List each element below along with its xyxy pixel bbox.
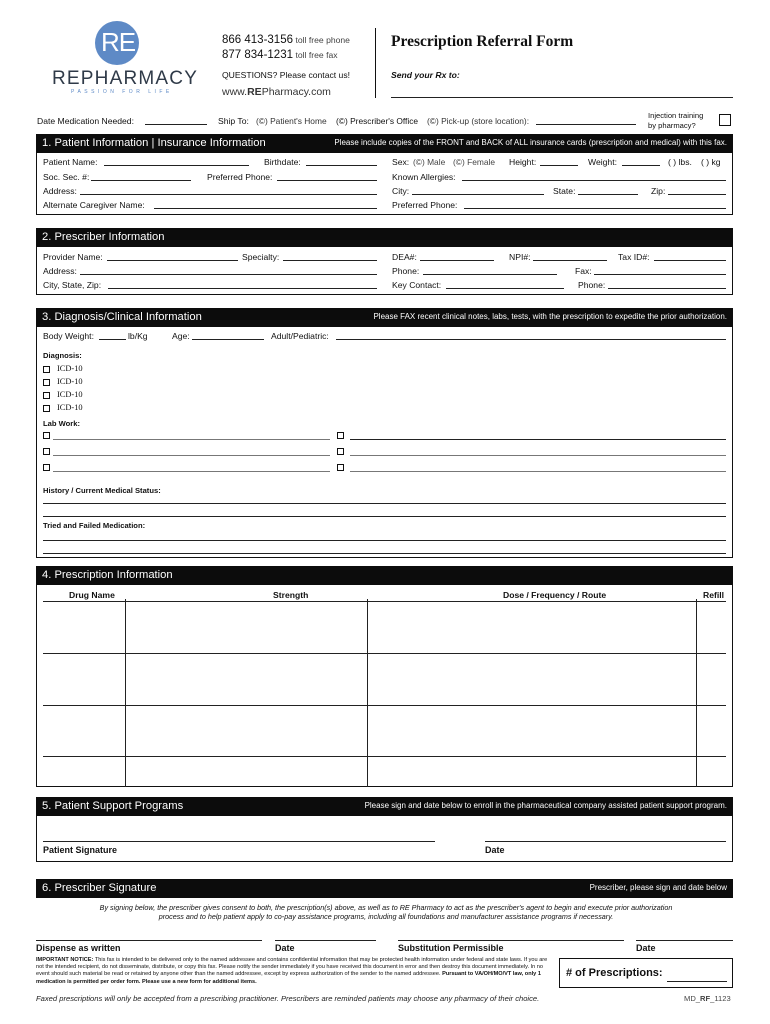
ship-pickup-option[interactable]: (©) Pick-up (store location): [427,116,530,126]
height-label: Height: [509,157,537,167]
caregiver-phone-field[interactable] [464,208,726,209]
prescriber-csz-label: City, State, Zip: [43,280,102,290]
npi-label: NPI#: [509,252,531,262]
history-label: History / Current Medical Status: [43,486,161,495]
phone-2: 877 834-1231 [222,49,293,61]
address-field[interactable] [80,194,377,195]
lab-work-field[interactable] [53,471,330,472]
specialty-label: Specialty: [242,252,280,262]
patient-date-field[interactable] [485,841,726,842]
birthdate-label: Birthdate: [264,157,301,167]
patient-name-label: Patient Name: [43,157,98,167]
state-field[interactable] [578,194,638,195]
lab-work-label: Lab Work: [43,419,80,428]
lab-work-checkbox[interactable] [43,448,50,455]
section-3-header [36,308,733,327]
col-divider [125,599,126,787]
questions-text: QUESTIONS? Please contact us! [222,70,351,80]
send-rx-label: Send your Rx to: [391,70,460,80]
section-1-note: Please include copies of the FRONT and BACK of ALL insurance cards (prescription and medical) with this fax. [334,138,727,147]
preferred-phone-label: Preferred Phone: [207,172,273,182]
diagnosis-checkbox[interactable] [43,379,50,386]
phone-1: 866 413-3156 [222,34,293,46]
form-code [684,994,731,1003]
phone-2-note: toll free fax [295,50,338,60]
injection-training-checkbox[interactable] [719,114,731,126]
prescriber-fax-label: Fax: [575,266,592,276]
sex-female-option[interactable]: (©) Female [453,157,496,167]
phone-line-1 [222,34,350,46]
weight-kg-option[interactable]: ( ) kg [701,157,721,167]
body-weight-unit: lb/Kg [128,331,148,341]
caregiver-label: Alternate Caregiver Name: [43,200,145,210]
specialty-field[interactable] [283,260,377,261]
state-label: State: [553,186,576,196]
phone-line-2 [222,49,338,61]
patient-date-label: Date [485,845,505,855]
website-link[interactable] [222,86,331,98]
tried-failed-field[interactable] [43,540,726,541]
col-drug-name: Drug Name [69,590,115,600]
dispense-signature-field[interactable] [36,940,262,941]
section-5-title: 5. Patient Support Programs [42,800,184,812]
height-field[interactable] [540,165,578,166]
form-code-bold: RF [700,994,711,1003]
prescriber-address-field[interactable] [80,274,377,275]
table-row-divider [43,705,726,706]
table-row-divider [43,756,726,757]
body-weight-label: Body Weight: [43,331,94,341]
city-field[interactable] [412,194,544,195]
provider-name-field[interactable] [107,260,238,261]
adult-pediatric-field[interactable] [336,339,726,340]
prescriber-fax-field[interactable] [594,274,726,275]
history-field[interactable] [43,503,726,504]
dea-label: DEA#: [392,252,417,262]
allergies-label: Known Allergies: [392,172,456,182]
section-5-box [36,816,733,862]
caregiver-field[interactable] [154,208,377,209]
col-strength: Strength [273,590,309,600]
website-prefix: www. [222,86,248,98]
section-6-title: 6. Prescriber Signature [42,882,157,894]
col-divider [696,599,697,787]
prescriber-consent-text: By signing below, the prescriber gives consent to both, the prescription(s) above, as well as to RE Pharmacy to act as the prescriber's agent to begin and execute prior authorization process and to help patient apply to co-pay assistance programs, including all foundations and manufacturer assistance programs if necessary. [99,903,673,921]
lab-work-field[interactable] [350,439,726,440]
important-notice-label: IMPORTANT NOTICE: [36,957,94,963]
ssn-label: Soc. Sec. #: [43,172,90,182]
substitution-date-field[interactable] [636,940,733,941]
key-contact-label: Key Contact: [392,280,442,290]
num-prescriptions-label: # of Prescriptions: [566,967,663,979]
key-contact-phone-label: Phone: [578,280,606,290]
diagnosis-checkbox[interactable] [43,392,50,399]
pickup-location-field[interactable] [536,124,636,125]
lab-work-checkbox[interactable] [337,432,344,439]
lab-work-field[interactable] [53,455,330,456]
section-5-note: Please sign and date below to enroll in the pharmaceutical company assisted patient support program. [364,801,727,810]
date-needed-field[interactable] [145,124,207,125]
birthdate-field[interactable] [306,165,377,166]
provider-name-label: Provider Name: [43,252,103,262]
dea-field[interactable] [420,260,494,261]
lab-work-field[interactable] [350,455,726,456]
diagnosis-label: Diagnosis: [43,351,82,360]
phone-1-note: toll free phone [295,35,350,45]
adult-pediatric-label: Adult/Pediatric: [271,331,329,341]
section-3-title: 3. Diagnosis/Clinical Information [42,311,202,323]
icd-label: ICD-10 [57,390,83,399]
lab-work-field[interactable] [350,471,726,472]
address-label: Address: [43,186,77,196]
icd-label: ICD-10 [57,377,83,386]
patient-signature-field[interactable] [43,841,435,842]
ship-home-option[interactable]: (©) Patient's Home [256,116,327,126]
important-notice [36,957,552,986]
age-label: Age: [172,331,190,341]
lab-work-checkbox[interactable] [337,464,344,471]
website-bold: RE [247,86,262,98]
icd-label: ICD-10 [57,403,83,412]
important-notice-bold: Pursuant to VA/OH/MO/VT law, only 1 medication is permitted per order form. Please use a new form for additional items. [36,971,541,985]
tried-failed-label: Tried and Failed Medication: [43,521,146,530]
sex-male-option[interactable]: (©) Male [413,157,446,167]
weight-label: Weight: [588,157,617,167]
patient-name-field[interactable] [104,165,249,166]
ship-to-label: Ship To: [218,116,249,126]
patient-signature-label: Patient Signature [43,845,118,855]
form-code-suffix: _1123 [710,994,731,1003]
form-title: Prescription Referral Form [391,33,574,50]
brand-name: REPHARMACY [52,68,199,89]
table-row-divider [43,601,726,602]
col-refill: Refill [703,590,725,600]
caregiver-phone-label: Preferred Phone: [392,200,458,210]
sex-label: Sex: [392,157,410,167]
substitution-signature-field[interactable] [398,940,624,941]
taxid-field[interactable] [654,260,726,261]
age-field[interactable] [192,339,264,340]
taxid-label: Tax ID#: [618,252,650,262]
npi-field[interactable] [533,260,607,261]
lab-work-field[interactable] [53,439,330,440]
body-weight-field[interactable] [99,339,126,340]
ssn-field[interactable] [91,180,191,181]
section-6-note: Prescriber, please sign and date below [589,883,727,892]
prescriber-csz-field[interactable] [108,288,377,289]
city-label: City: [392,186,410,196]
key-contact-field[interactable] [446,288,564,289]
prescriber-phone-field[interactable] [423,274,557,275]
brand-tagline: PASSION FOR LIFE [71,89,173,95]
footer-text: Faxed prescriptions will only be accepted from a prescribing practitioner. Prescribers are reminded patients may choose any pharmacy of their choice. [36,994,540,1003]
header-divider [375,28,376,98]
col-dose: Dose / Frequency / Route [503,590,607,600]
zip-label: Zip: [651,186,666,196]
lab-work-checkbox[interactable] [43,432,50,439]
dispense-date-label: Date [275,943,295,953]
weight-lbs-option[interactable]: ( ) lbs. [668,157,692,167]
important-notice-text: This fax is intended to be delivered only to the named addressee and contains confidential information that may be protected health information under federal and state laws. If you are not the intended recipient, do not disseminate, distribute, or copy this fax. Please notify the sender immediately if you have received this document in error and then destroy this document immediately. In no event should such material be read or retained by anyone other than the named addressee, except by express authorization of the sender to the named addressee. [36,957,548,978]
substitution-label: Substitution Permissible [398,943,504,953]
diagnosis-checkbox[interactable] [43,366,50,373]
section-1-header [36,134,733,153]
section-4-title: 4. Prescription Information [42,569,173,581]
icd-label: ICD-10 [57,364,83,373]
prescriber-phone-label: Phone: [392,266,420,276]
section-6-header [36,879,733,898]
section-1-title: 1. Patient Information | Insurance Information [42,137,266,149]
diagnosis-checkbox[interactable] [43,405,50,412]
preferred-phone-field[interactable] [277,180,377,181]
allergies-field[interactable] [462,180,726,181]
dispense-label: Dispense as written [36,943,121,953]
lab-work-checkbox[interactable] [337,448,344,455]
section-5-header [36,797,733,816]
prescriber-address-label: Address: [43,266,77,276]
website-suffix: Pharmacy.com [261,86,331,98]
substitution-date-label: Date [636,943,656,953]
col-divider [367,599,368,787]
history-field[interactable] [43,516,726,517]
weight-field[interactable] [622,165,660,166]
table-row-divider [43,653,726,654]
zip-field[interactable] [668,194,726,195]
section-2-header [36,228,733,247]
dispense-date-field[interactable] [275,940,376,941]
date-needed-label: Date Medication Needed: [37,116,134,126]
num-prescriptions-field[interactable] [667,981,727,982]
section-3-note: Please FAX recent clinical notes, labs, tests, with the prescription to expedite the prior authorization. [373,312,727,321]
form-code-prefix: MD_ [684,994,701,1003]
tried-failed-field[interactable] [43,553,726,554]
ship-office-option[interactable]: (©) Prescriber's Office [336,116,419,126]
key-contact-phone-field[interactable] [608,288,726,289]
section-2-title: 2. Prescriber Information [42,231,165,243]
lab-work-checkbox[interactable] [43,464,50,471]
logo-mark-text: RE [101,27,136,57]
send-rx-field[interactable] [391,97,733,98]
section-4-header [36,566,733,585]
injection-training-label: Injection training by pharmacy? [648,111,704,130]
